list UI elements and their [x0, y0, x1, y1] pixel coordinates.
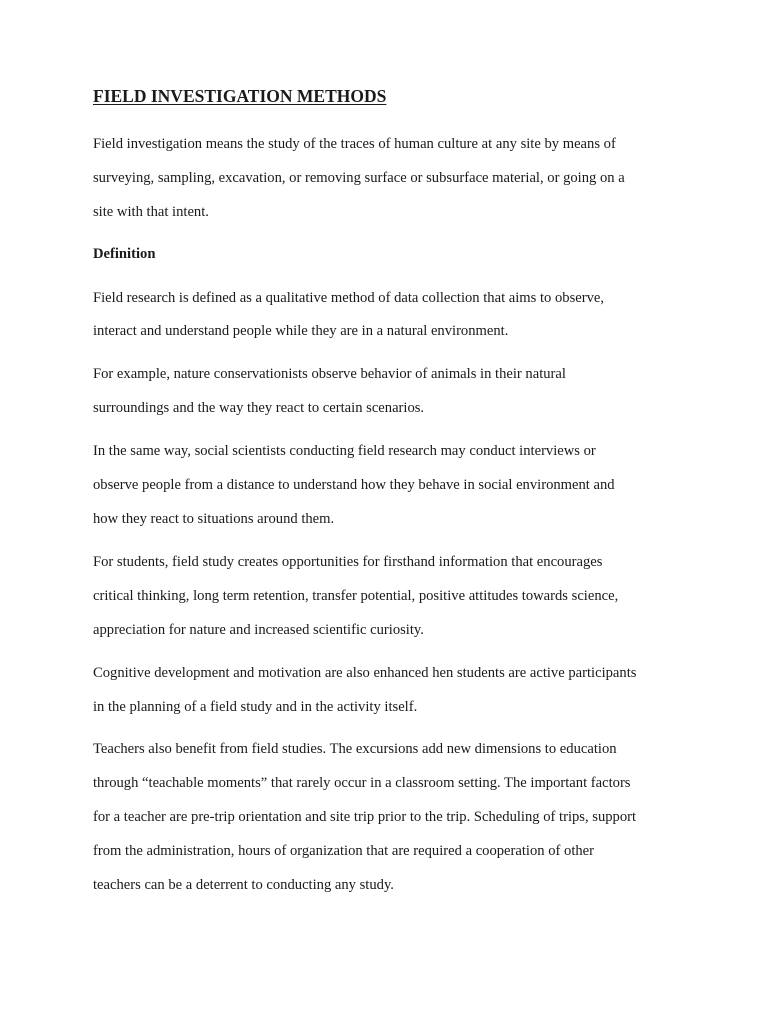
paragraph-line: appreciation for nature and increased scientific curiosity. [93, 622, 424, 638]
intro-line: Field investigation means the study of the traces of human culture at any site by means of [93, 136, 616, 152]
paragraph-line: In the same way, social scientists conducting field research may conduct interviews or [93, 443, 596, 459]
paragraph-line: Field research is defined as a qualitative method of data collection that aims to observe, [93, 290, 605, 306]
paragraph-line: teachers can be a deterrent to conducting any study. [93, 877, 394, 893]
intro-line: site with that intent. [93, 204, 209, 220]
paragraph-line: For students, field study creates opportunities for firsthand information that encourages [93, 554, 603, 570]
intro-line: surveying, sampling, excavation, or removing surface or subsurface material, or going on a [93, 170, 625, 186]
paragraph-line: critical thinking, long term retention, transfer potential, positive attitudes towards science, [93, 588, 619, 604]
paragraph-line: in the planning of a field study and in the activity itself. [93, 699, 418, 715]
paragraph-line: observe people from a distance to understand how they behave in social environment and [93, 477, 615, 493]
paragraph-line: interact and understand people while they are in a natural environment. [93, 323, 509, 339]
paragraph-line: how they react to situations around them. [93, 511, 335, 527]
paragraph-line: from the administration, hours of organization that are required a cooperation of other [93, 843, 595, 859]
paragraph-line: surroundings and the way they react to certain scenarios. [93, 400, 425, 416]
paragraph-line: For example, nature conservationists observe behavior of animals in their natural [93, 366, 566, 382]
paragraph-line: through “teachable moments” that rarely occur in a classroom setting. The important factors [93, 775, 631, 791]
paragraph-line: for a teacher are pre-trip orientation and site trip prior to the trip. Scheduling of trips, support [93, 809, 637, 825]
paragraph-line: Teachers also benefit from field studies. The excursions add new dimensions to education [93, 741, 617, 757]
document-title: FIELD INVESTIGATION METHODS [93, 86, 387, 106]
paragraph-line: Cognitive development and motivation are also enhanced hen students are active participants [93, 665, 637, 681]
definition-heading: Definition [93, 246, 156, 262]
